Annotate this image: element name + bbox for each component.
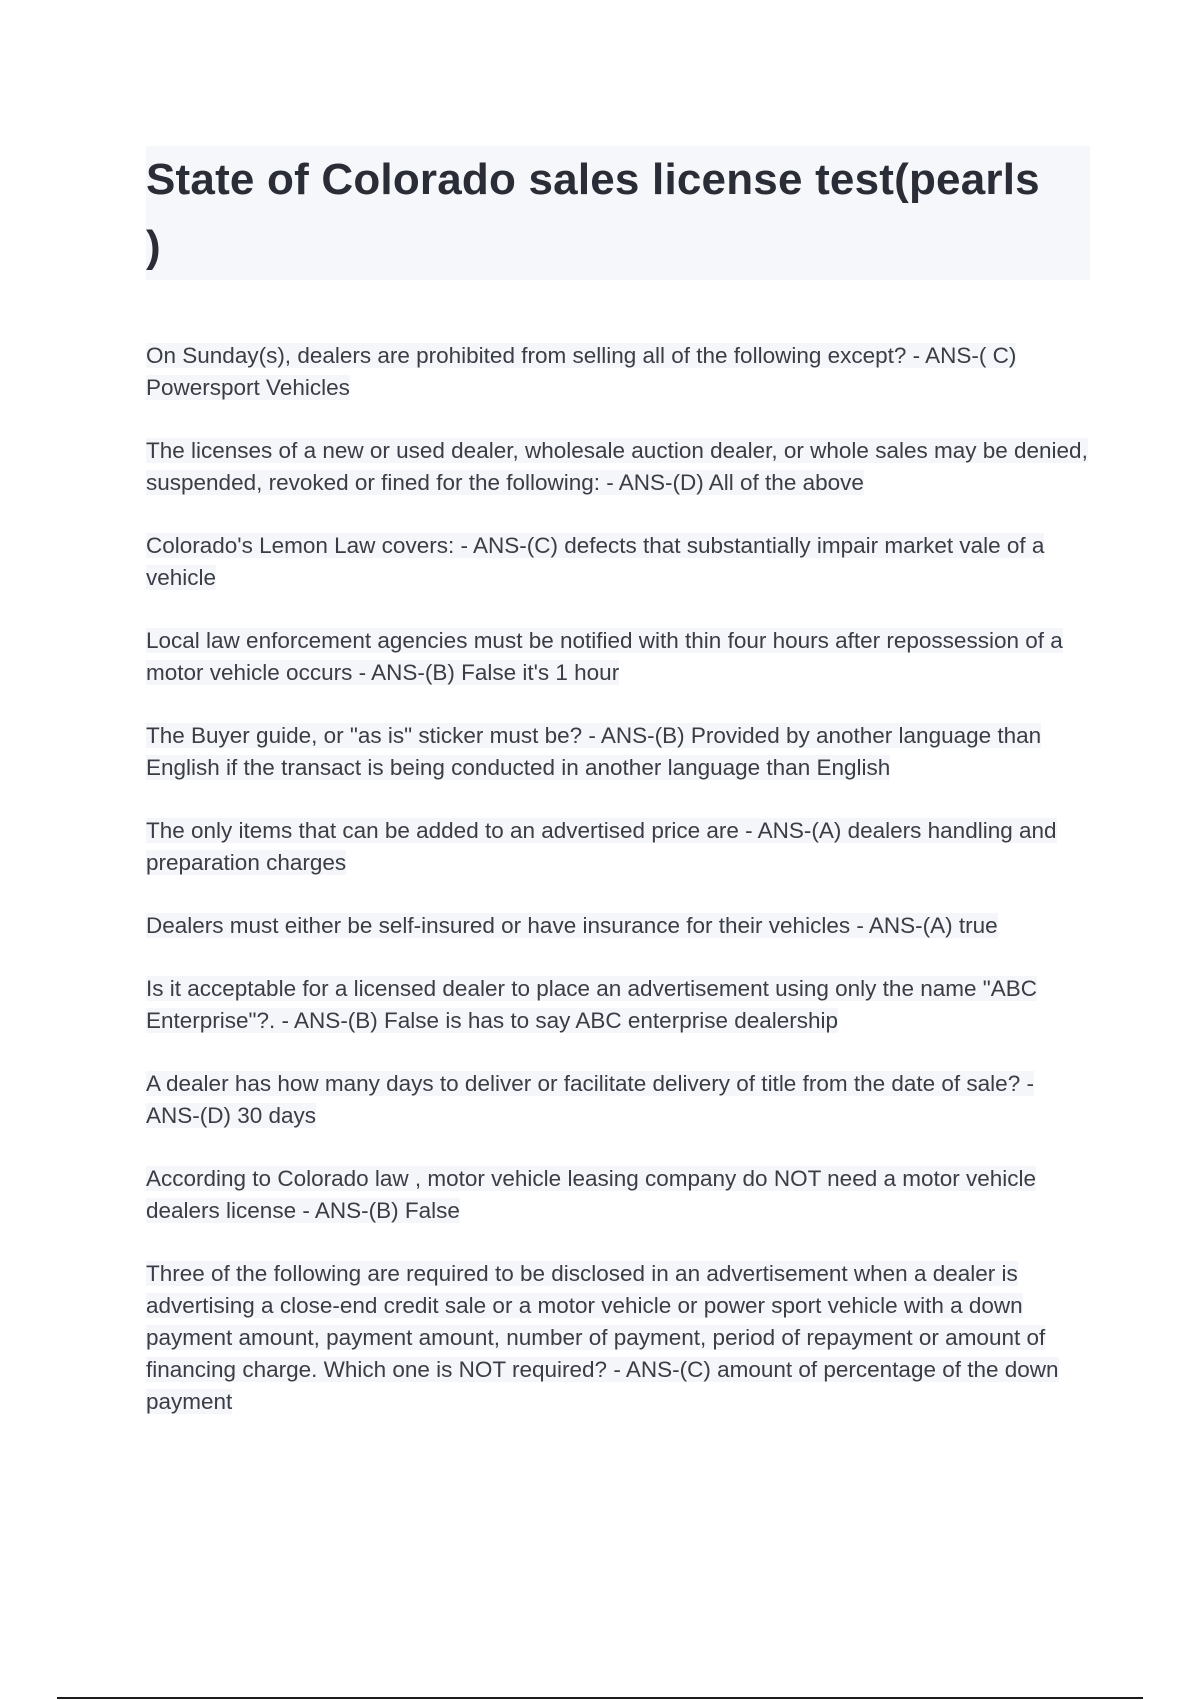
qa-item-text: Local law enforcement agencies must be notified with thin four hours after repossession of a motor vehicle occurs - ANS-(B) False it's 1 hour [146, 628, 1063, 685]
qa-item-text: Three of the following are required to be disclosed in an advertisement when a dealer is advertising a close-end credit sale or a motor vehicle or power sport vehicle with a down payment amount, payment amount, number of payment, period of repayment or amount of financing charge. Which one is NOT required? - ANS-(C) amount of percentage of the down payment [146, 1261, 1059, 1414]
qa-item [146, 1163, 1090, 1227]
qa-item [146, 435, 1090, 499]
qa-item [146, 1258, 1090, 1418]
qa-item-text: Colorado's Lemon Law covers: - ANS-(C) defects that substantially impair market vale of a vehicle [146, 533, 1045, 590]
qa-item-text: A dealer has how many days to deliver or facilitate delivery of title from the date of sale? - ANS-(D) 30 days [146, 1071, 1034, 1128]
page-title [146, 146, 1090, 280]
qa-item [146, 720, 1090, 784]
qa-item-text: The only items that can be added to an advertised price are - ANS-(A) dealers handling and preparation charges [146, 818, 1057, 875]
qa-item [146, 625, 1090, 689]
qa-item [146, 910, 1090, 942]
title-block [146, 146, 1090, 280]
qa-item-text: The Buyer guide, or "as is" sticker must be? - ANS-(B) Provided by another language than English if the transact is being conducted in another language than English [146, 723, 1042, 780]
qa-list [146, 340, 1090, 1449]
qa-item-text: Dealers must either be self-insured or have insurance for their vehicles - ANS-(A) true [146, 913, 998, 938]
qa-item [146, 340, 1090, 404]
qa-item-text: Is it acceptable for a licensed dealer to place an advertisement using only the name "ABC Enterprise"?. - ANS-(B) False is has to say ABC enterprise dealership [146, 976, 1037, 1033]
qa-item [146, 815, 1090, 879]
qa-item-text: The licenses of a new or used dealer, wholesale auction dealer, or whole sales may be denied, suspended, revoked or fined for the following: - ANS-(D) All of the above [146, 438, 1088, 495]
qa-item [146, 530, 1090, 594]
page-title-line1: State of Colorado sales license test(pearls [146, 155, 1040, 204]
page-title-line2: ) [146, 222, 161, 271]
qa-item [146, 973, 1090, 1037]
qa-item-text: On Sunday(s), dealers are prohibited from selling all of the following except? - ANS-( C) Powersport Vehicles [146, 343, 1017, 400]
page-divider [57, 1697, 1143, 1699]
qa-item [146, 1068, 1090, 1132]
qa-item-text: According to Colorado law , motor vehicle leasing company do NOT need a motor vehicle dealers license - ANS-(B) False [146, 1166, 1037, 1223]
